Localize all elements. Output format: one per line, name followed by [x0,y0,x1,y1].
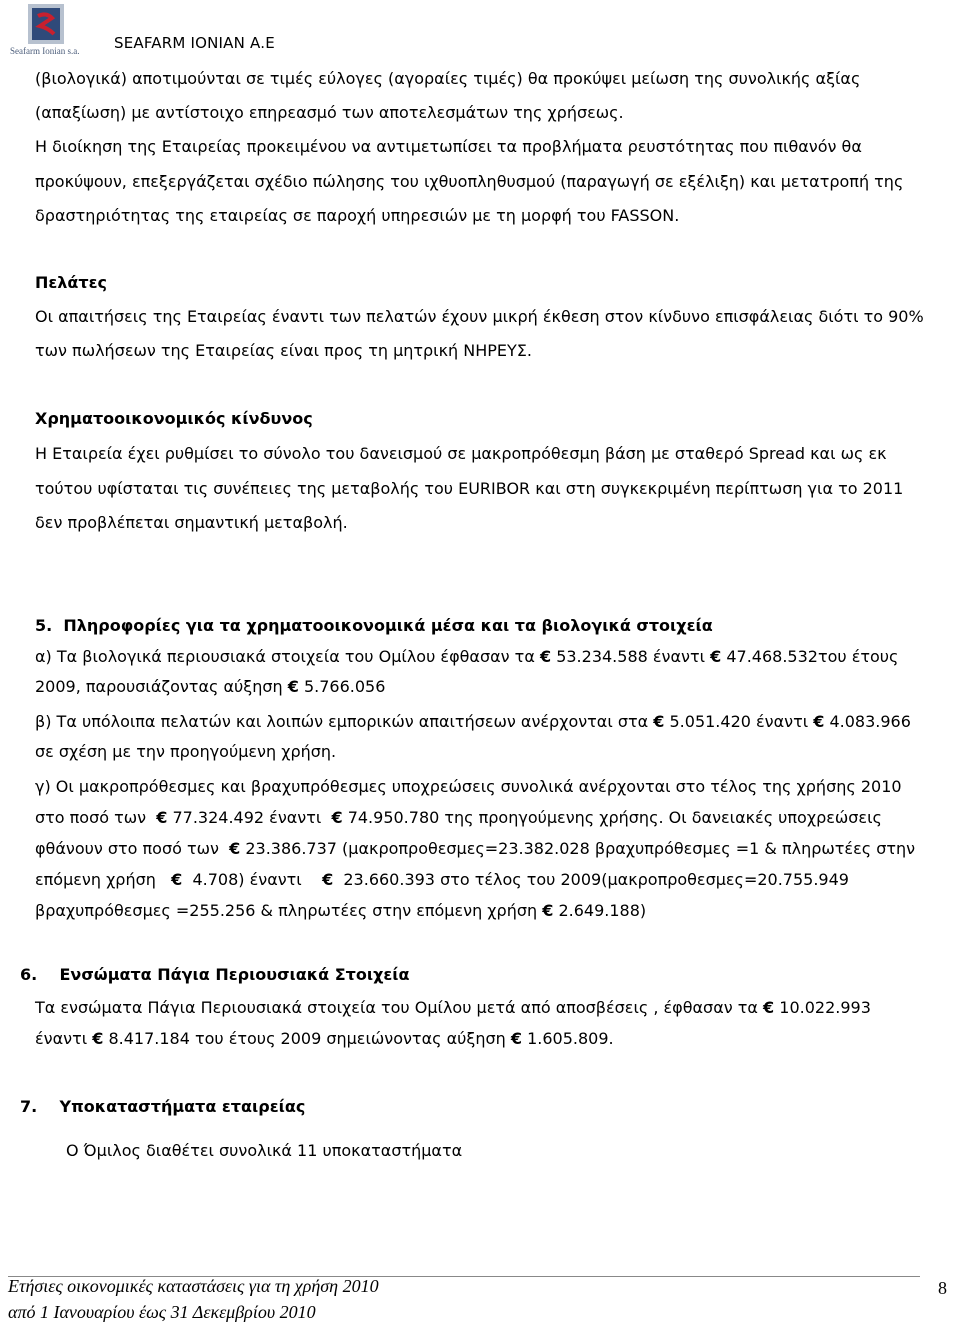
paragraph-line: α) Τα βιολογικά περιουσιακά στοιχεία του Ομίλου έφθασαν τα € 53.234.588 έναντι € 47.468.532του έτους [35,647,899,666]
section-title: Ενσώματα Πάγια Περιουσιακά Στοιχεία [59,965,410,984]
section-7-heading [20,1096,305,1118]
euro-symbol: € [229,839,241,858]
paragraph-line: (βιολογικά) αποτιμούνται σε τιμές εύλογες (αγοραίες τιμές) θα προκύψει μείωση της συνολικής αξίας [35,69,861,88]
section-title: Υποκαταστήματα εταιρείας [59,1097,306,1116]
paragraph-line: Οι απαιτήσεις της Εταιρείας έναντι των πελατών έχουν μικρή έκθεση στον κίνδυνο επισφάλειας διότι το 90% [35,307,924,326]
paragraph-line: Η διοίκηση της Εταιρείας προκειμένου να αντιμετωπίσει τα προβλήματα ρευστότητας που πιθανόν θα [35,137,862,156]
paragraph-line: προκύψουν, επεξεργάζεται σχέδιο πώλησης του ιχθυοπληθυσμού (παραγωγή σε εξέλιξη) και μετατροπή της [35,172,904,191]
paragraph-line: Ο Όμιλος διαθέτει συνολικά 11 υποκαταστήματα [66,1141,463,1160]
section-number: 7. [20,1097,38,1116]
company-logo [8,2,98,62]
financial-risk-heading: Χρηματοοικονομικός κίνδυνος [35,409,313,428]
logo-text: Seafarm Ionian s.a. [10,46,80,56]
section-number: 5. [35,616,53,635]
paragraph-line: επόμενη χρήση € 4.708) έναντι € 23.660.393 στο τέλος του 2009(μακροπροθεσμες=20.755.949 [35,870,849,889]
paragraph-line: τούτου υφίσταται τις συνέπειες της μεταβολής του EURIBOR και στη συγκεκριμένη περίπτωση για το 2011 [35,479,904,498]
paragraph-line: Τα ενσώματα Πάγια Περιουσιακά στοιχεία του Ομίλου μετά από αποσβέσεις , έφθασαν τα € 10.022.993 [35,998,871,1017]
section-6-heading [20,964,410,986]
paragraph-line: σε σχέση με την προηγούμενη χρήση. [35,742,337,761]
euro-symbol: € [813,712,825,731]
paragraph-line: β) Τα υπόλοιπα πελατών και λοιπών εμπορικών απαιτήσεων ανέρχονται στα € 5.051.420 έναντι € 4.083.966 [35,712,911,731]
paragraph-line: στο ποσό των € 77.324.492 έναντι € 74.950.780 της προηγούμενης χρήσης. Οι δανειακές υποχρεώσεις [35,808,882,827]
euro-symbol: € [156,808,168,827]
footer-title: Ετήσιες οικονομικές καταστάσεις για τη χρήση 2010 [8,1276,379,1296]
euro-symbol: € [539,647,552,666]
paragraph-line: έναντι € 8.417.184 του έτους 2009 σημειώνοντας αύξηση € 1.605.809. [35,1029,614,1048]
euro-symbol: € [171,870,183,889]
paragraph-line: των πωλήσεων της Εταιρείας είναι προς τη μητρική ΝΗΡΕΥΣ. [35,341,532,360]
euro-symbol: € [287,677,299,696]
customers-heading: Πελάτες [35,273,108,292]
euro-symbol: € [92,1029,104,1048]
page-number: 8 [938,1278,947,1298]
paragraph-line: Η Εταιρεία έχει ρυθμίσει το σύνολο του δανεισμού σε μακροπρόθεσμη βάση με σταθερό Spread και ως εκ [35,444,887,463]
euro-symbol: € [763,998,775,1017]
paragraph-line: δραστηριότητας της εταιρείας σε παροχή υπηρεσιών με τη μορφή του FASSON. [35,206,680,225]
euro-symbol: € [322,870,334,889]
paragraph-line: (απαξίωση) με αντίστοιχο επηρεασμό των αποτελεσμάτων της χρήσεως. [35,103,624,122]
paragraph-line: 2009, παρουσιάζοντας αύξηση € 5.766.056 [35,677,386,696]
company-name: SEAFARM IONIAN A.E [114,34,275,52]
paragraph-line: δεν προβλέπεται σημαντική μεταβολή. [35,513,348,532]
paragraph-line: φθάνουν στο ποσό των € 23.386.737 (μακροπροθεσμες=23.382.028 βραχυπρόθεσμες =1 & πληρωτέες στην [35,839,916,858]
section-title: Πληροφορίες για τα χρηματοοικονομικά μέσα και τα βιολογικά στοιχεία [63,616,713,635]
euro-symbol: € [510,1029,522,1048]
paragraph-line: γ) Οι μακροπρόθεσμες και βραχυπρόθεσμες υποχρεώσεις συνολικά ανέρχονται στο τέλος της χρήσης 2010 [35,777,902,796]
footer-period: από 1 Ιανουαρίου έως 31 Δεκεμβρίου 2010 [8,1302,316,1322]
section-5-heading [35,615,713,637]
euro-symbol: € [331,808,343,827]
euro-symbol: € [653,712,665,731]
euro-symbol: € [542,901,554,920]
paragraph-line: βραχυπρόθεσμες =255.256 & πληρωτέες στην επόμενη χρήση € 2.649.188) [35,901,647,920]
euro-symbol: € [710,647,722,666]
section-number: 6. [20,965,38,984]
